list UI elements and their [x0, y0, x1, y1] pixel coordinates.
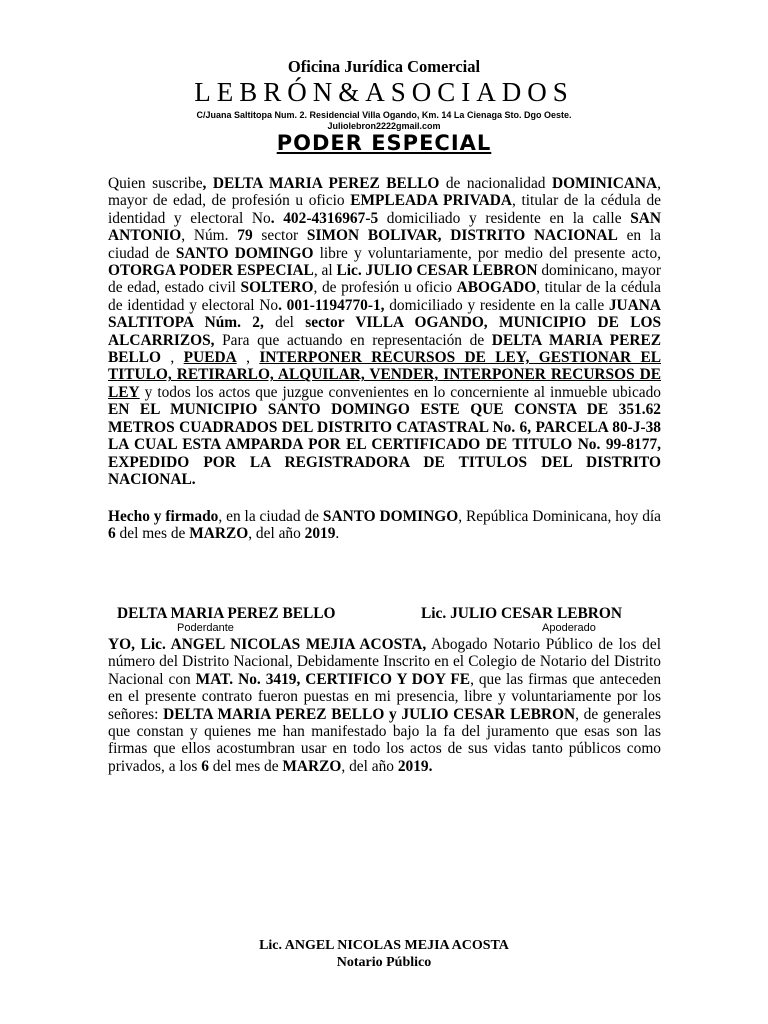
text-run: dominicano, mayor de edad, estado civil — [108, 262, 661, 297]
text-run: y todos los actos que juzgue convenientes en lo concerniente al inmueble ubicado — [139, 383, 661, 401]
notary-certification-paragraph — [108, 636, 661, 775]
text-run: domiciliado y residente en la calle — [378, 209, 631, 227]
firm-address: C/Juana Saltitopa Num. 2. Residencial Villa Ogando, Km. 14 La Cienaga Sto. Dgo Oeste. — [196, 110, 572, 120]
text-run: SIMON BOLIVAR, DISTRITO NACIONAL — [306, 227, 618, 245]
attorney-signature-name: Lic. JULIO CESAR LEBRON — [421, 605, 622, 622]
notary-title: Notario Público — [336, 955, 432, 970]
text-run: INTERPONER RECURSOS DE LEY, GESTIONAR EL TITULO, RETIRARLO, ALQUILAR, VENDER, INTERPONER RECURSOS DE LEY — [108, 349, 662, 401]
text-run: del — [263, 314, 306, 332]
firm-email: Juliolebron2222gmail.com — [327, 121, 441, 131]
grantor-signature-name: DELTA MARIA PEREZ BELLO — [117, 605, 336, 622]
text-run: , titular de la cédula de identidad y electoral No — [108, 279, 661, 314]
office-name: Oficina Jurídica Comercial — [287, 57, 481, 76]
text-run: , — [236, 349, 260, 367]
text-run: 2019 — [304, 525, 336, 543]
signing-paragraph — [108, 508, 661, 543]
grant-paragraph — [108, 175, 661, 488]
text-run: 6 — [108, 525, 116, 543]
text-run: de nacionalidad — [439, 175, 552, 192]
text-run: SANTO DOMINGO — [322, 508, 459, 525]
text-run: DELTA MARIA PEREZ BELLO — [108, 331, 661, 367]
grantor-signature-role: Poderdante — [177, 622, 234, 634]
text-run: EMPLEADA PRIVADA — [350, 192, 513, 210]
text-run: Para que actuando en representación de — [214, 331, 492, 349]
notary-name: Lic. ANGEL NICOLAS MEJIA ACOSTA — [259, 938, 509, 953]
text-run: . 001-1194770-1, — [278, 296, 385, 314]
text-run: del mes de — [115, 525, 190, 543]
text-run: libre y voluntariamente, por medio del presente acto, — [313, 244, 662, 262]
firm-address-block — [0, 110, 768, 132]
text-run: , República Dominicana, hoy día — [458, 508, 661, 525]
text-run: 2019. — [397, 757, 433, 775]
text-run: Quien suscribe — [108, 175, 203, 192]
text-run: , del año — [341, 757, 398, 775]
text-run: , que las firmas que anteceden en el presente contrato fueron puestas en mi presencia, libre y voluntariamente por los señores: — [108, 670, 662, 723]
text-run: , de generales que constan y quienes me han manifestado bajo la fa del juramento que esas son las firmas que ellos acostumbran usar en todo los actos de sus vidas tanto públicos como privados, a los — [108, 705, 661, 775]
text-run: , al — [313, 262, 337, 280]
text-run: . — [335, 525, 340, 543]
text-run: del mes de — [208, 757, 283, 775]
text-run: SAN ANTONIO — [108, 209, 661, 245]
text-run: , en la ciudad de — [218, 508, 323, 525]
text-run: , de profesión u oficio — [313, 279, 457, 297]
text-run: MAT. No. 3419, CERTIFICO Y DOY FE — [195, 670, 471, 688]
text-run: , Núm. — [181, 227, 238, 245]
text-run: JUANA SALTITOPA Núm. 2, — [108, 296, 662, 332]
text-run: , — [161, 349, 184, 367]
text-run: domiciliado y residente en la calle — [384, 296, 609, 314]
text-run: sector VILLA OGANDO, MUNICIPIO DE LOS ALCARRIZOS, — [108, 314, 661, 349]
text-run: OTORGA PODER ESPECIAL — [108, 262, 314, 280]
text-run: , DELTA MARIA PEREZ BELLO — [202, 175, 440, 192]
text-run: en la ciudad de — [108, 227, 661, 262]
text-run: DELTA MARIA PEREZ BELLO y JULIO CESAR LEBRON — [163, 705, 576, 723]
text-run: YO, Lic. ANGEL NICOLAS MEJIA ACOSTA, — [108, 636, 427, 653]
text-run: , del año — [248, 525, 305, 543]
document-title: PODER ESPECIAL — [276, 131, 492, 155]
text-run: MARZO — [282, 757, 342, 775]
text-run: , mayor de edad, de profesión u oficio — [108, 175, 662, 210]
text-run: , titular de la cédula de identidad y electoral No — [108, 192, 661, 227]
text-run: 6 — [201, 757, 209, 775]
text-run: sector — [252, 227, 307, 245]
text-run: MARZO — [189, 525, 249, 543]
text-run: 79 — [237, 227, 253, 245]
text-run: Abogado Notario Público de los del número del Distrito Nacional, Debidamente Inscrito en el Colegio de Notario del Distrito Nacional con — [108, 636, 661, 688]
text-run: Hecho y firmado — [108, 508, 219, 525]
text-run: SOLTERO — [240, 279, 314, 297]
text-run: EN EL MUNICIPIO SANTO DOMINGO ESTE QUE CONSTA DE 351.62 METROS CUADRADOS DEL DISTRITO CATASTRAL No. 6, PARCELA 80-J-38 LA CUAL ESTA AMPARDA POR EL CERTIFICADO DE TITULO No. 99-8177, EXPEDIDO POR LA REGISTRADORA DE TITULOS DEL DISTRITO NACIONAL. — [108, 401, 661, 488]
text-run: PUEDA — [183, 349, 237, 367]
text-run: . 402-4316967-5 — [270, 209, 379, 227]
notary-signature-block — [0, 937, 768, 971]
text-run: SANTO DOMINGO — [175, 244, 314, 262]
text-run: ABOGADO — [456, 279, 537, 297]
text-run: DOMINICANA — [551, 175, 658, 192]
text-run: Lic. JULIO CESAR LEBRON — [336, 262, 538, 280]
firm-name: LEBRÓN&ASOCIADOS — [194, 77, 574, 107]
attorney-signature-role: Apoderado — [542, 622, 596, 634]
